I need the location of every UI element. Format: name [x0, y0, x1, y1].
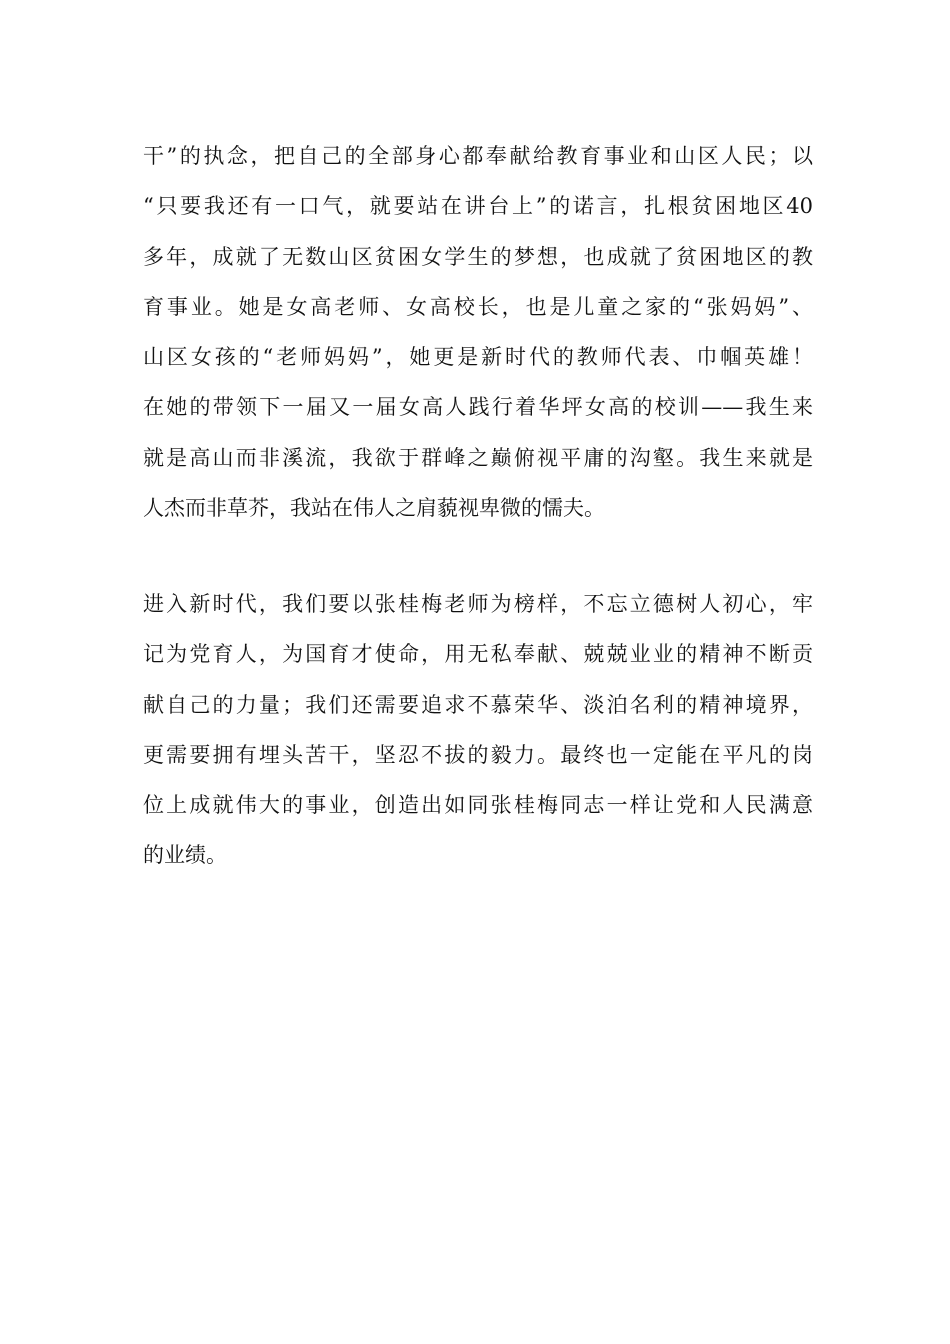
paragraph-1: [143, 131, 813, 533]
text-line: 干”的执念，把自己的全部身心都奉献给教育事业和山区人民；以: [143, 144, 813, 168]
text-line: 在她的带领下一届又一届女高人践行着华坪女高的校训——我生来: [143, 395, 813, 420]
text-line: “只要我还有一口气，就要站在讲台上”的诺言，扎根贫困地区40: [143, 194, 813, 219]
text-line: 山区女孩的“老师妈妈”，她更是新时代的教师代表、巾帼英雄！: [143, 345, 813, 370]
text-line: 多年，成就了无数山区贫困女学生的梦想，也成就了贫困地区的教: [143, 244, 813, 269]
text-line: 就是高山而非溪流，我欲于群峰之巅俯视平庸的沟壑。我生来就是: [143, 445, 813, 470]
text-line: 的业绩。: [143, 843, 227, 868]
text-line: 献自己的力量；我们还需要追求不慕荣华、淡泊名利的精神境界，: [143, 692, 813, 717]
text-line: 记为党育人，为国育才使命，用无私奉献、兢兢业业的精神不断贡: [143, 642, 813, 667]
text-line: 进入新时代，我们要以张桂梅老师为榜样，不忘立德树人初心，牢: [143, 592, 813, 616]
text-line: 人杰而非草芥，我站在伟人之肩藐视卑微的懦夫。: [143, 496, 605, 521]
text-line: 更需要拥有埋头苦干，坚忍不拔的毅力。最终也一定能在平凡的岗: [143, 742, 813, 767]
paragraph-2: [143, 579, 813, 881]
text-line: 育事业。她是女高老师、女高校长，也是儿童之家的“张妈妈”、: [143, 294, 813, 319]
text-line: 位上成就伟大的事业，创造出如同张桂梅同志一样让党和人民满意: [143, 793, 813, 818]
